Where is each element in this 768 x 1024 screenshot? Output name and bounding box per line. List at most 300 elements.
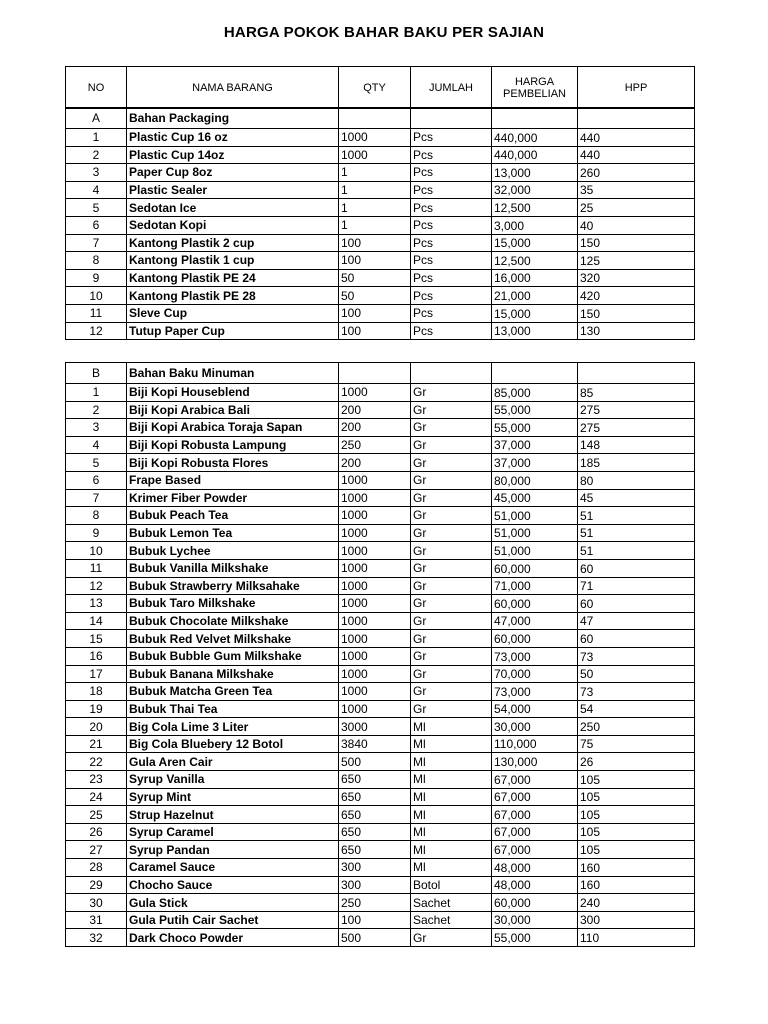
row-price: 15,000 — [492, 234, 578, 252]
row-hpp: 45 — [578, 489, 695, 507]
row-hpp: 275 — [578, 401, 695, 419]
row-no: 3 — [66, 164, 127, 182]
row-price: 15,000 — [492, 304, 578, 322]
row-qty: 1000 — [339, 542, 411, 560]
row-qty: 1 — [339, 181, 411, 199]
row-unit: Pcs — [411, 146, 492, 164]
row-name: Bubuk Red Velvet Milkshake — [127, 630, 339, 648]
row-name: Bubuk Peach Tea — [127, 507, 339, 525]
row-price: 30,000 — [492, 718, 578, 736]
row-hpp: 160 — [578, 876, 695, 894]
table-row — [66, 129, 695, 147]
row-name: Krimer Fiber Powder — [127, 489, 339, 507]
row-qty: 50 — [339, 269, 411, 287]
row-hpp: 40 — [578, 216, 695, 234]
row-name: Syrup Mint — [127, 788, 339, 806]
header-harga — [492, 67, 578, 109]
row-qty: 1000 — [339, 665, 411, 683]
table-row — [66, 771, 695, 789]
row-no: 27 — [66, 841, 127, 859]
row-no: 7 — [66, 234, 127, 252]
row-hpp: 440 — [578, 146, 695, 164]
row-name: Caramel Sauce — [127, 859, 339, 877]
row-name: Bubuk Thai Tea — [127, 700, 339, 718]
row-no: 12 — [66, 322, 127, 340]
section-b-table — [65, 362, 695, 947]
header-hpp: HPP — [578, 67, 695, 109]
row-name: Bubuk Vanilla Milkshake — [127, 559, 339, 577]
row-qty: 100 — [339, 322, 411, 340]
row-hpp: 80 — [578, 471, 695, 489]
row-price: 51,000 — [492, 507, 578, 525]
row-no: 5 — [66, 199, 127, 217]
row-qty: 650 — [339, 823, 411, 841]
row-qty: 1000 — [339, 129, 411, 147]
row-name: Bubuk Banana Milkshake — [127, 665, 339, 683]
row-hpp: 125 — [578, 252, 695, 270]
row-price: 30,000 — [492, 911, 578, 929]
section-a-title: Bahan Packaging — [127, 108, 339, 129]
row-name: Kantong Plastik 2 cup — [127, 234, 339, 252]
section-a-code: A — [66, 108, 127, 129]
row-no: 22 — [66, 753, 127, 771]
row-qty: 300 — [339, 876, 411, 894]
table-row — [66, 542, 695, 560]
row-price: 110,000 — [492, 735, 578, 753]
row-unit: Ml — [411, 859, 492, 877]
row-no: 1 — [66, 129, 127, 147]
table-row — [66, 788, 695, 806]
row-no: 20 — [66, 718, 127, 736]
row-no: 9 — [66, 524, 127, 542]
row-name: Tutup Paper Cup — [127, 322, 339, 340]
row-price: 60,000 — [492, 894, 578, 912]
header-qty: QTY — [339, 67, 411, 109]
header-harga-line2: PEMBELIAN — [503, 87, 566, 100]
row-price: 48,000 — [492, 859, 578, 877]
row-unit: Ml — [411, 823, 492, 841]
row-no: 8 — [66, 507, 127, 525]
header-no: NO — [66, 67, 127, 109]
row-hpp: 51 — [578, 542, 695, 560]
row-no: 21 — [66, 735, 127, 753]
row-qty: 3840 — [339, 735, 411, 753]
row-qty: 650 — [339, 788, 411, 806]
table-row — [66, 252, 695, 270]
row-qty: 300 — [339, 859, 411, 877]
row-no: 12 — [66, 577, 127, 595]
row-no: 4 — [66, 181, 127, 199]
row-price: 37,000 — [492, 454, 578, 472]
row-hpp: 320 — [578, 269, 695, 287]
row-name: Dark Choco Powder — [127, 929, 339, 947]
row-qty: 3000 — [339, 718, 411, 736]
row-price: 51,000 — [492, 542, 578, 560]
table-row — [66, 419, 695, 437]
row-qty: 200 — [339, 401, 411, 419]
section-a-table — [65, 107, 695, 340]
row-name: Syrup Caramel — [127, 823, 339, 841]
row-price: 73,000 — [492, 647, 578, 665]
page-title: HARGA POKOK BAHAR BAKU PER SAJIAN — [223, 24, 545, 41]
row-name: Bubuk Strawberry Milksahake — [127, 577, 339, 595]
row-qty: 500 — [339, 753, 411, 771]
row-hpp: 50 — [578, 665, 695, 683]
row-unit: Ml — [411, 788, 492, 806]
row-qty: 1 — [339, 216, 411, 234]
row-hpp: 26 — [578, 753, 695, 771]
table-row — [66, 876, 695, 894]
row-unit: Ml — [411, 841, 492, 859]
table-row — [66, 612, 695, 630]
table-row — [66, 806, 695, 824]
row-no: 29 — [66, 876, 127, 894]
row-unit: Gr — [411, 384, 492, 402]
row-price: 80,000 — [492, 471, 578, 489]
row-qty: 1000 — [339, 384, 411, 402]
table-row — [66, 683, 695, 701]
row-no: 3 — [66, 419, 127, 437]
row-qty: 50 — [339, 287, 411, 305]
row-price: 67,000 — [492, 771, 578, 789]
row-name: Plastic Cup 14oz — [127, 146, 339, 164]
row-name: Kantong Plastik PE 24 — [127, 269, 339, 287]
row-price: 130,000 — [492, 753, 578, 771]
row-unit: Sachet — [411, 894, 492, 912]
header-jumlah: JUMLAH — [411, 67, 492, 109]
row-name: Gula Aren Cair — [127, 753, 339, 771]
row-hpp: 250 — [578, 718, 695, 736]
row-unit: Pcs — [411, 304, 492, 322]
row-qty: 1000 — [339, 489, 411, 507]
row-unit: Gr — [411, 436, 492, 454]
row-unit: Gr — [411, 454, 492, 472]
table-row — [66, 181, 695, 199]
row-qty: 1000 — [339, 683, 411, 701]
table-row — [66, 269, 695, 287]
row-unit: Botol — [411, 876, 492, 894]
row-unit: Gr — [411, 507, 492, 525]
table-row — [66, 436, 695, 454]
row-no: 28 — [66, 859, 127, 877]
section-a-header — [66, 108, 695, 129]
table-row — [66, 164, 695, 182]
row-hpp: 73 — [578, 647, 695, 665]
row-unit: Ml — [411, 735, 492, 753]
row-price: 55,000 — [492, 419, 578, 437]
row-price: 54,000 — [492, 700, 578, 718]
row-unit: Pcs — [411, 287, 492, 305]
row-no: 9 — [66, 269, 127, 287]
row-qty: 1000 — [339, 612, 411, 630]
table-row — [66, 454, 695, 472]
row-unit: Gr — [411, 401, 492, 419]
row-name: Bubuk Chocolate Milkshake — [127, 612, 339, 630]
row-no: 32 — [66, 929, 127, 947]
table-row — [66, 630, 695, 648]
row-hpp: 105 — [578, 806, 695, 824]
row-qty: 1000 — [339, 577, 411, 595]
table-row — [66, 401, 695, 419]
row-no: 31 — [66, 911, 127, 929]
row-name: Gula Stick — [127, 894, 339, 912]
row-no: 30 — [66, 894, 127, 912]
row-price: 13,000 — [492, 322, 578, 340]
row-hpp: 240 — [578, 894, 695, 912]
row-hpp: 71 — [578, 577, 695, 595]
row-price: 60,000 — [492, 595, 578, 613]
row-qty: 1000 — [339, 595, 411, 613]
row-unit: Pcs — [411, 164, 492, 182]
row-name: Big Cola Lime 3 Liter — [127, 718, 339, 736]
row-no: 19 — [66, 700, 127, 718]
row-name: Biji Kopi Arabica Toraja Sapan — [127, 419, 339, 437]
row-price: 67,000 — [492, 806, 578, 824]
row-name: Sedotan Kopi — [127, 216, 339, 234]
table-row — [66, 489, 695, 507]
row-no: 6 — [66, 471, 127, 489]
table-row — [66, 753, 695, 771]
row-price: 16,000 — [492, 269, 578, 287]
table-row — [66, 929, 695, 947]
row-price: 21,000 — [492, 287, 578, 305]
row-name: Sleve Cup — [127, 304, 339, 322]
row-unit: Gr — [411, 700, 492, 718]
row-name: Kantong Plastik 1 cup — [127, 252, 339, 270]
row-no: 15 — [66, 630, 127, 648]
row-no: 25 — [66, 806, 127, 824]
table-header — [65, 66, 695, 109]
row-unit: Gr — [411, 524, 492, 542]
row-hpp: 47 — [578, 612, 695, 630]
row-no: 2 — [66, 401, 127, 419]
row-name: Paper Cup 8oz — [127, 164, 339, 182]
row-unit: Gr — [411, 665, 492, 683]
row-qty: 1000 — [339, 700, 411, 718]
row-hpp: 130 — [578, 322, 695, 340]
row-qty: 1000 — [339, 524, 411, 542]
table-row — [66, 384, 695, 402]
row-price: 55,000 — [492, 401, 578, 419]
row-unit: Ml — [411, 753, 492, 771]
row-price: 32,000 — [492, 181, 578, 199]
table-row — [66, 287, 695, 305]
row-unit: Gr — [411, 595, 492, 613]
row-price: 37,000 — [492, 436, 578, 454]
row-name: Bubuk Taro Milkshake — [127, 595, 339, 613]
table-row — [66, 647, 695, 665]
row-hpp: 51 — [578, 524, 695, 542]
table-row — [66, 735, 695, 753]
row-hpp: 73 — [578, 683, 695, 701]
row-name: Gula Putih Cair Sachet — [127, 911, 339, 929]
row-no: 13 — [66, 595, 127, 613]
row-unit: Pcs — [411, 252, 492, 270]
row-hpp: 420 — [578, 287, 695, 305]
row-name: Biji Kopi Robusta Lampung — [127, 436, 339, 454]
row-name: Strup Hazelnut — [127, 806, 339, 824]
row-no: 10 — [66, 287, 127, 305]
row-price: 47,000 — [492, 612, 578, 630]
row-unit: Ml — [411, 806, 492, 824]
row-hpp: 275 — [578, 419, 695, 437]
row-name: Sedotan Ice — [127, 199, 339, 217]
table-row — [66, 859, 695, 877]
row-qty: 250 — [339, 436, 411, 454]
row-unit: Gr — [411, 489, 492, 507]
row-qty: 1000 — [339, 146, 411, 164]
row-price: 73,000 — [492, 683, 578, 701]
table-row — [66, 507, 695, 525]
row-qty: 100 — [339, 911, 411, 929]
row-hpp: 60 — [578, 595, 695, 613]
row-unit: Gr — [411, 471, 492, 489]
row-no: 18 — [66, 683, 127, 701]
row-no: 11 — [66, 559, 127, 577]
row-hpp: 105 — [578, 823, 695, 841]
row-name: Biji Kopi Arabica Bali — [127, 401, 339, 419]
row-price: 67,000 — [492, 788, 578, 806]
row-price: 13,000 — [492, 164, 578, 182]
row-no: 17 — [66, 665, 127, 683]
row-price: 71,000 — [492, 577, 578, 595]
row-qty: 1000 — [339, 647, 411, 665]
row-qty: 1000 — [339, 471, 411, 489]
row-hpp: 35 — [578, 181, 695, 199]
row-hpp: 148 — [578, 436, 695, 454]
row-unit: Ml — [411, 718, 492, 736]
row-no: 2 — [66, 146, 127, 164]
table-row — [66, 146, 695, 164]
row-unit: Gr — [411, 559, 492, 577]
row-name: Bubuk Lychee — [127, 542, 339, 560]
row-hpp: 54 — [578, 700, 695, 718]
row-no: 6 — [66, 216, 127, 234]
row-no: 23 — [66, 771, 127, 789]
row-no: 26 — [66, 823, 127, 841]
row-hpp: 185 — [578, 454, 695, 472]
table-row — [66, 199, 695, 217]
table-row — [66, 841, 695, 859]
row-qty: 1000 — [339, 559, 411, 577]
row-price: 60,000 — [492, 559, 578, 577]
row-no: 4 — [66, 436, 127, 454]
row-unit: Pcs — [411, 181, 492, 199]
row-hpp: 440 — [578, 129, 695, 147]
row-name: Biji Kopi Houseblend — [127, 384, 339, 402]
row-no: 1 — [66, 384, 127, 402]
row-no: 7 — [66, 489, 127, 507]
row-qty: 1 — [339, 199, 411, 217]
table-row — [66, 911, 695, 929]
row-price: 45,000 — [492, 489, 578, 507]
row-no: 24 — [66, 788, 127, 806]
row-qty: 1 — [339, 164, 411, 182]
row-qty: 200 — [339, 454, 411, 472]
row-hpp: 110 — [578, 929, 695, 947]
table-row — [66, 471, 695, 489]
row-price: 48,000 — [492, 876, 578, 894]
row-name: Chocho Sauce — [127, 876, 339, 894]
row-hpp: 105 — [578, 788, 695, 806]
row-price: 51,000 — [492, 524, 578, 542]
row-hpp: 105 — [578, 841, 695, 859]
row-hpp: 150 — [578, 234, 695, 252]
row-name: Syrup Pandan — [127, 841, 339, 859]
row-hpp: 51 — [578, 507, 695, 525]
row-unit: Gr — [411, 419, 492, 437]
row-price: 3,000 — [492, 216, 578, 234]
section-b-title: Bahan Baku Minuman — [127, 363, 339, 384]
row-no: 8 — [66, 252, 127, 270]
row-price: 12,500 — [492, 252, 578, 270]
row-price: 12,500 — [492, 199, 578, 217]
row-qty: 650 — [339, 806, 411, 824]
row-name: Bubuk Matcha Green Tea — [127, 683, 339, 701]
row-price: 67,000 — [492, 823, 578, 841]
row-unit: Gr — [411, 647, 492, 665]
row-unit: Pcs — [411, 322, 492, 340]
row-name: Big Cola Bluebery 12 Botol — [127, 735, 339, 753]
row-qty: 500 — [339, 929, 411, 947]
row-no: 14 — [66, 612, 127, 630]
row-unit: Gr — [411, 612, 492, 630]
row-price: 67,000 — [492, 841, 578, 859]
row-unit: Pcs — [411, 269, 492, 287]
table-row — [66, 665, 695, 683]
table-row — [66, 322, 695, 340]
table-row — [66, 700, 695, 718]
row-no: 11 — [66, 304, 127, 322]
row-name: Plastic Sealer — [127, 181, 339, 199]
row-unit: Ml — [411, 771, 492, 789]
header-harga-line1: HARGA — [514, 75, 555, 88]
row-hpp: 300 — [578, 911, 695, 929]
row-qty: 1000 — [339, 507, 411, 525]
row-qty: 100 — [339, 234, 411, 252]
row-unit: Gr — [411, 542, 492, 560]
table-row — [66, 234, 695, 252]
row-qty: 250 — [339, 894, 411, 912]
header-name: NAMA BARANG — [127, 67, 339, 109]
row-no: 5 — [66, 454, 127, 472]
row-hpp: 150 — [578, 304, 695, 322]
row-name: Syrup Vanilla — [127, 771, 339, 789]
row-unit: Gr — [411, 683, 492, 701]
row-unit: Gr — [411, 630, 492, 648]
table-row — [66, 894, 695, 912]
row-price: 440,000 — [492, 129, 578, 147]
table-row — [66, 304, 695, 322]
row-qty: 1000 — [339, 630, 411, 648]
row-unit: Pcs — [411, 234, 492, 252]
table-row — [66, 577, 695, 595]
row-hpp: 25 — [578, 199, 695, 217]
row-unit: Pcs — [411, 199, 492, 217]
row-price: 60,000 — [492, 630, 578, 648]
table-row — [66, 559, 695, 577]
row-no: 10 — [66, 542, 127, 560]
row-unit: Pcs — [411, 129, 492, 147]
row-qty: 650 — [339, 771, 411, 789]
row-name: Biji Kopi Robusta Flores — [127, 454, 339, 472]
row-no: 16 — [66, 647, 127, 665]
row-qty: 100 — [339, 252, 411, 270]
table-row — [66, 823, 695, 841]
table-row — [66, 718, 695, 736]
row-name: Bubuk Lemon Tea — [127, 524, 339, 542]
row-name: Kantong Plastik PE 28 — [127, 287, 339, 305]
